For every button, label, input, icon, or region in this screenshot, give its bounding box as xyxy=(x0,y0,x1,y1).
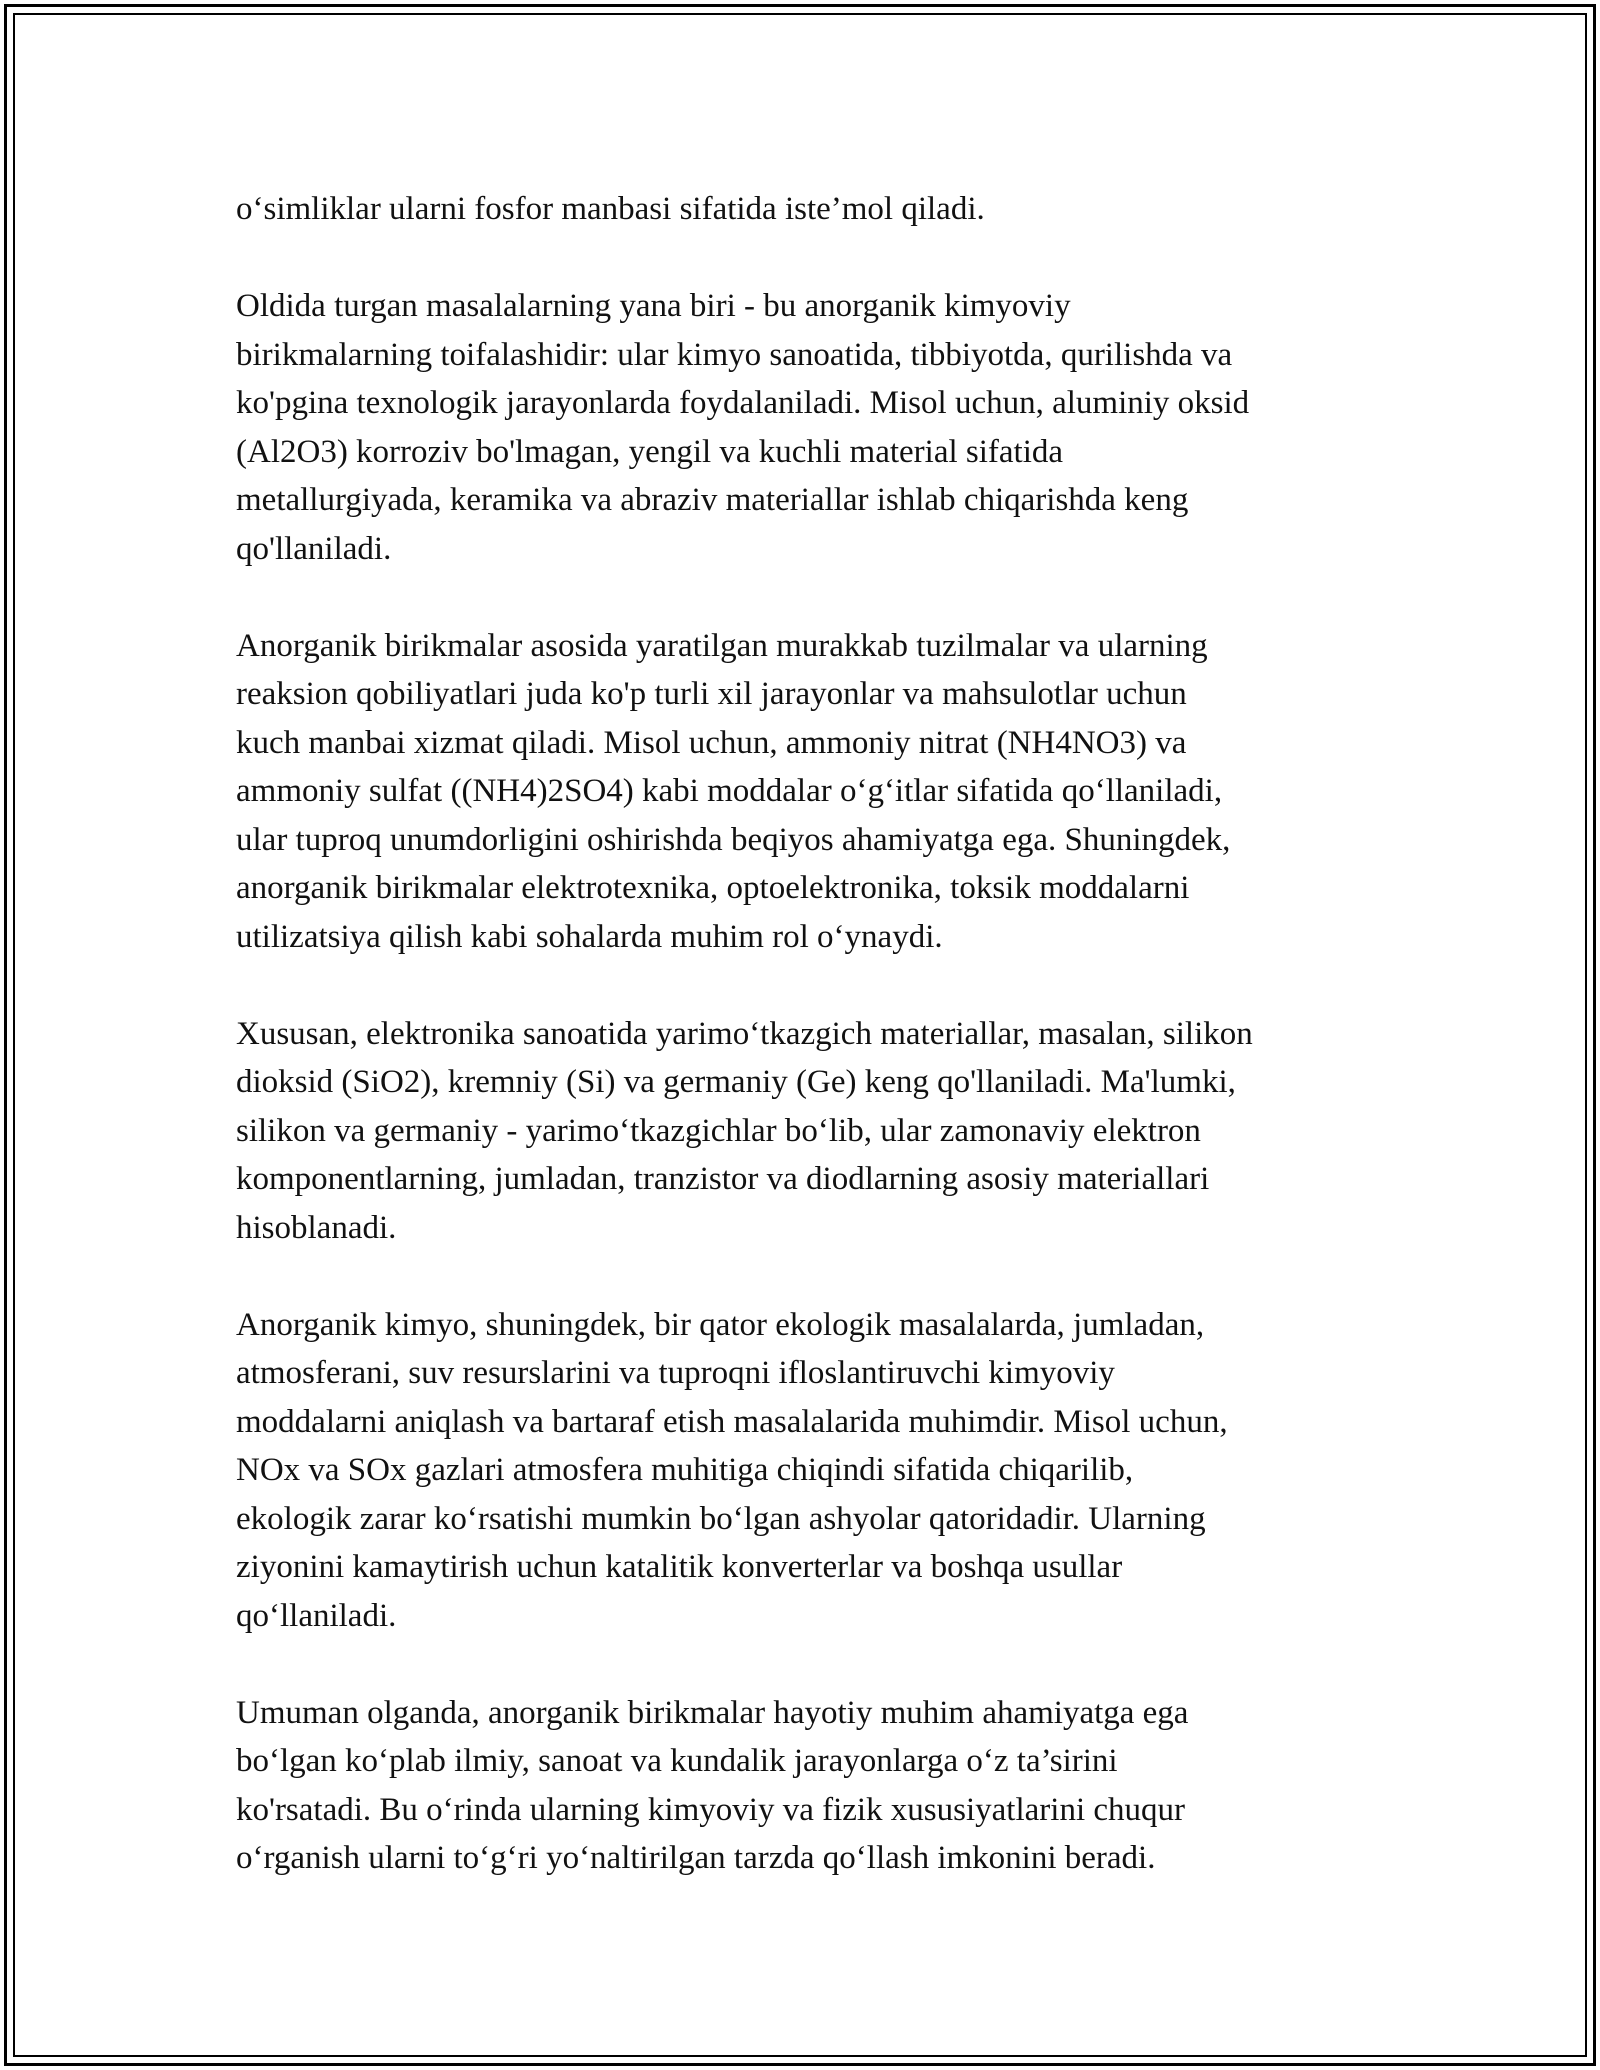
text-line: reaksion qobiliyatlari juda ko'p turli xil jarayonlar va mahsulotlar uchun xyxy=(236,676,1187,712)
text-line: Umuman olganda, anorganik birikmalar hayotiy muhim ahamiyatga ega xyxy=(236,1694,1189,1731)
paragraph xyxy=(236,1010,1386,1253)
text-line: NOx va SOx gazlari atmosfera muhitiga chiqindi sifatida chiqarilib, xyxy=(236,1452,1134,1488)
text-line: ekologik zarar ko‘rsatishi mumkin bo‘lgan ashyolar qatoridadir. Ularning xyxy=(236,1500,1206,1537)
text-line: ammoniy sulfat ((NH4)2SO4) kabi moddalar o‘g‘itlar sifatida qo‘llaniladi, xyxy=(236,773,1223,809)
text-line: dioksid (SiO2), kremniy (Si) va germaniy (Ge) keng qo'llaniladi. Ma'lumki, xyxy=(236,1064,1236,1100)
text-line: Xususan, elektronika sanoatida yarimo‘tkazgich materiallar, masalan, silikon xyxy=(236,1015,1253,1052)
text-line: Anorganik birikmalar asosida yaratilgan murakkab tuzilmalar va ularning xyxy=(236,627,1208,664)
text-line: silikon va germaniy - yarimo‘tkazgichlar bo‘lib, ular zamonaviy elektron xyxy=(236,1112,1201,1149)
text-line: hisoblanadi. xyxy=(236,1209,397,1246)
text-line: o‘simliklar ularni fosfor manbasi sifatida iste’mol qiladi. xyxy=(236,191,985,227)
text-line: kuch manbai xizmat qiladi. Misol uchun, ammoniy nitrat (NH4NO3) va xyxy=(236,724,1187,761)
text-line: birikmalarning toifalashidir: ular kimyo sanoatida, tibbiyotda, qurilishda va xyxy=(236,336,1233,373)
text-line: o‘rganish ularni to‘g‘ri yo‘naltirilgan tarzda qo‘llash imkonini beradi. xyxy=(236,1840,1156,1876)
text-line: anorganik birikmalar elektrotexnika, optoelektronika, toksik moddalarni xyxy=(236,870,1190,906)
text-line: ko'pgina texnologik jarayonlarda foydalaniladi. Misol uchun, aluminiy oksid xyxy=(236,385,1250,421)
text-line: utilizatsiya qilish kabi sohalarda muhim rol o‘ynaydi. xyxy=(236,918,943,955)
text-line: qo'llaniladi. xyxy=(236,530,392,567)
paragraph xyxy=(236,1689,1386,1883)
text-line: metallurgiyada, keramika va abraziv materiallar ishlab chiqarishda keng xyxy=(236,482,1189,518)
text-line: Anorganik kimyo, shuningdek, bir qator ekologik masalalarda, jumladan, xyxy=(236,1306,1205,1343)
text-line: ular tuproq unumdorligini oshirishda beqiyos ahamiyatga ega. Shuningdek, xyxy=(236,821,1231,858)
paragraph xyxy=(236,282,1386,573)
text-line: komponentlarning, jumladan, tranzistor va diodlarning asosiy materiallari xyxy=(236,1161,1210,1197)
text-line: atmosferani, suv resurslarini va tuproqni ifloslantiruvchi kimyoviy xyxy=(236,1355,1115,1391)
text-line: Oldida turgan masalalarning yana biri - bu anorganik kimyoviy xyxy=(236,288,1071,324)
paragraph xyxy=(236,622,1386,962)
text-line: bo‘lgan ko‘plab ilmiy, sanoat va kundalik jarayonlarga o‘z ta’sirini xyxy=(236,1743,1118,1779)
text-line: ziyonini kamaytirish uchun katalitik konverterlar va boshqa usullar xyxy=(236,1549,1123,1585)
paragraph xyxy=(236,1301,1386,1641)
text-line: moddalarni aniqlash va bartaraf etish masalalarida muhimdir. Misol uchun, xyxy=(236,1403,1228,1440)
paragraph xyxy=(236,185,1386,234)
text-line: (Al2O3) korroziv bo'lmagan, yengil va kuchli material sifatida xyxy=(236,433,1064,470)
text-line: qo‘llaniladi. xyxy=(236,1597,397,1634)
document-body xyxy=(236,185,1386,1883)
text-line: ko'rsatadi. Bu o‘rinda ularning kimyoviy va fizik xususiyatlarini chuqur xyxy=(236,1791,1186,1828)
